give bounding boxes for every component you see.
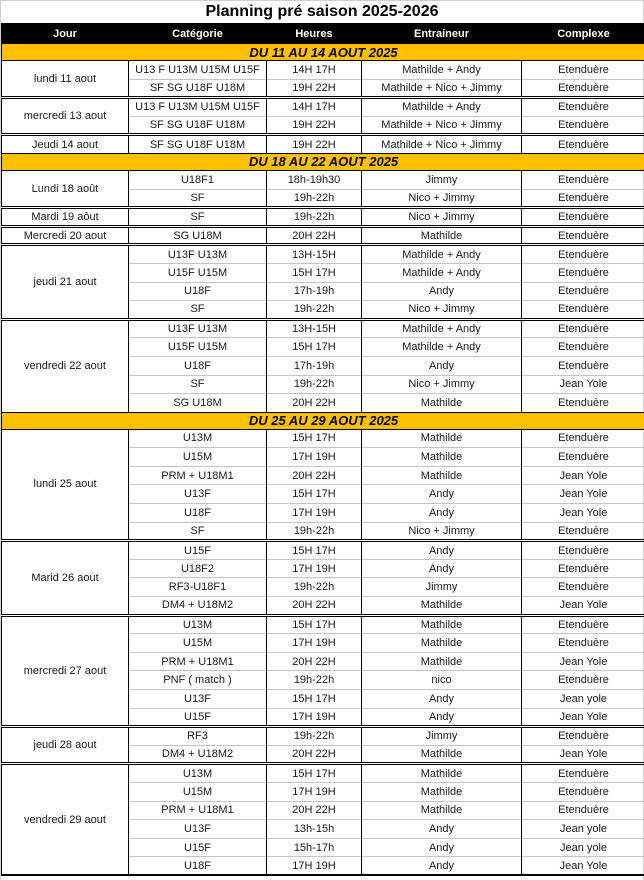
complexe-cell: Etenduère [522,559,644,578]
categorie-cell: U13F U13M [129,245,267,264]
complexe-cell: Jean Yole [522,485,644,504]
entraineur-cell: Mathilde [362,394,522,413]
heures-cell: 19h-22h [267,189,362,208]
heures-cell: 18h-19h30 [267,170,362,189]
table-row [2,135,644,154]
categorie-cell: PRM + U18M1 [129,466,267,485]
heures-cell: 19H 22H [267,116,362,135]
categorie-cell: SF [129,189,267,208]
complexe-cell: Etenduère [522,541,644,560]
entraineur-cell: nico [362,671,522,690]
entraineur-cell: Mathilde [362,634,522,653]
heures-cell: 20H 22H [267,652,362,671]
entraineur-cell: Nico + Jimmy [362,522,522,541]
heures-cell: 20H 22H [267,466,362,485]
day-cell: Jeudi 14 aout [2,135,129,154]
heures-cell: 13h-15h [267,820,362,839]
heures-cell: 17H 19H [267,782,362,801]
complexe-cell: Jean Yole [522,597,644,616]
table-row [2,61,644,80]
entraineur-cell: Andy [362,485,522,504]
complexe-cell: Etenduère [522,634,644,653]
table-row [2,245,644,264]
heures-cell: 19h-22h [267,301,362,320]
page-title: Planning pré saison 2025-2026 [205,3,439,20]
entraineur-cell: Andy [362,282,522,301]
complexe-cell: Etenduère [522,615,644,634]
heures-cell: 17h-19h [267,282,362,301]
categorie-cell: U13 F U13M U15M U15F [129,61,267,80]
day-cell: lundi 25 aout [2,429,129,541]
complexe-cell: Etenduère [522,319,644,338]
complexe-cell: Jean yole [522,838,644,857]
planning-table [1,23,644,876]
entraineur-cell: Mathilde + Nico + Jimmy [362,116,522,135]
complexe-cell: Etenduère [522,226,644,245]
complexe-cell: Etenduère [522,727,644,746]
heures-cell: 17h-19h [267,356,362,375]
entraineur-cell: Mathilde + Andy [362,338,522,357]
table-row [2,727,644,746]
column-header-complexe: Complexe [522,24,644,44]
heures-cell: 15H 17H [267,690,362,709]
complexe-cell: Etenduère [522,282,644,301]
entraineur-cell: Mathilde [362,466,522,485]
categorie-cell: U13M [129,429,267,448]
complexe-cell: Etenduère [522,79,644,98]
heures-cell: 17H 19H [267,559,362,578]
categorie-cell: U13F U13M [129,319,267,338]
heures-cell: 20H 22H [267,597,362,616]
entraineur-cell: Mathilde + Andy [362,263,522,282]
section-banner-row [2,412,644,429]
day-cell: vendredi 29 aout [2,764,129,876]
categorie-cell: RF3 [129,727,267,746]
section-banner: DU 11 AU 14 AOUT 2025 [2,44,644,61]
entraineur-cell: Andy [362,504,522,523]
categorie-cell: DM4 + U18M2 [129,597,267,616]
heures-cell: 15h-17h [267,838,362,857]
categorie-cell: U18F [129,356,267,375]
categorie-cell: U13 F U13M U15M U15F [129,98,267,117]
complexe-cell: Etenduère [522,116,644,135]
categorie-cell: SF SG U18F U18M [129,79,267,98]
entraineur-cell: Mathilde [362,429,522,448]
complexe-cell: Jean Yole [522,745,644,764]
entraineur-cell: Nico + Jimmy [362,208,522,227]
table-row [2,208,644,227]
categorie-cell: U13F [129,690,267,709]
categorie-cell: SG U18M [129,226,267,245]
categorie-cell: PRM + U18M1 [129,652,267,671]
complexe-cell: Etenduère [522,135,644,154]
section-banner: DU 25 AU 29 AOUT 2025 [2,412,644,429]
day-cell: Lundi 18 août [2,170,129,207]
complexe-cell: Etenduère [522,356,644,375]
entraineur-cell: Andy [362,708,522,727]
table-row [2,170,644,189]
categorie-cell: SF [129,522,267,541]
table-row [2,615,644,634]
categorie-cell: U18F [129,504,267,523]
complexe-cell: Jean Yole [522,375,644,394]
complexe-cell: Etenduère [522,764,644,783]
heures-cell: 17H 19H [267,708,362,727]
categorie-cell: SF [129,301,267,320]
categorie-cell: U13M [129,615,267,634]
entraineur-cell: Andy [362,857,522,876]
day-cell: Mardi 19 aôut [2,208,129,227]
entraineur-cell: Jimmy [362,578,522,597]
complexe-cell: Etenduère [522,394,644,413]
heures-cell: 13H-15H [267,319,362,338]
complexe-cell: Jean yole [522,690,644,709]
entraineur-cell: Mathilde + Andy [362,98,522,117]
entraineur-cell: Andy [362,541,522,560]
complexe-cell: Etenduère [522,782,644,801]
categorie-cell: U15M [129,448,267,467]
entraineur-cell: Mathilde + Andy [362,245,522,264]
entraineur-cell: Nico + Jimmy [362,301,522,320]
categorie-cell: U15F U15M [129,263,267,282]
table-row [2,541,644,560]
column-header-entraineur: Entraineur [362,24,522,44]
column-header-jour: Jour [2,24,129,44]
heures-cell: 20H 22H [267,801,362,820]
heures-cell: 15H 17H [267,338,362,357]
day-cell: jeudi 28 aout [2,727,129,764]
complexe-cell: Etenduère [522,61,644,80]
categorie-cell: PRM + U18M1 [129,801,267,820]
complexe-cell: Etenduère [522,263,644,282]
heures-cell: 20H 22H [267,394,362,413]
categorie-cell: RF3-U18F1 [129,578,267,597]
heures-cell: 17H 19H [267,634,362,653]
categorie-cell: U18F1 [129,170,267,189]
entraineur-cell: Andy [362,690,522,709]
heures-cell: 19h-22h [267,522,362,541]
entraineur-cell: Mathilde [362,745,522,764]
day-cell: jeudi 21 aout [2,245,129,319]
heures-cell: 15H 17H [267,764,362,783]
complexe-cell: Jean Yole [522,857,644,876]
entraineur-cell: Andy [362,820,522,839]
categorie-cell: U13M [129,764,267,783]
heures-cell: 19H 22H [267,135,362,154]
heures-cell: 19h-22h [267,375,362,394]
section-banner: DU 18 AU 22 AOUT 2025 [2,153,644,170]
heures-cell: 17H 19H [267,504,362,523]
categorie-cell: U18F [129,857,267,876]
table-row [2,429,644,448]
complexe-cell: Etenduère [522,301,644,320]
complexe-cell: Jean Yole [522,504,644,523]
complexe-cell: Etenduère [522,98,644,117]
heures-cell: 20H 22H [267,226,362,245]
heures-cell: 14H 17H [267,98,362,117]
entraineur-cell: Mathilde [362,226,522,245]
heures-cell: 15H 17H [267,541,362,560]
complexe-cell: Etenduère [522,189,644,208]
complexe-cell: Etenduère [522,170,644,189]
categorie-cell: PNF ( match ) [129,671,267,690]
heures-cell: 13H-15H [267,245,362,264]
complexe-cell: Jean yole [522,820,644,839]
entraineur-cell: Mathilde + Nico + Jimmy [362,79,522,98]
day-cell: mercredi 13 aout [2,98,129,135]
heures-cell: 15H 17H [267,485,362,504]
complexe-cell: Etenduère [522,522,644,541]
heures-cell: 20H 22H [267,745,362,764]
heures-cell: 14H 17H [267,61,362,80]
entraineur-cell: Mathilde [362,764,522,783]
categorie-cell: U15F U15M [129,338,267,357]
entraineur-cell: Andy [362,838,522,857]
entraineur-cell: Mathilde + Nico + Jimmy [362,135,522,154]
categorie-cell: U15F [129,708,267,727]
complexe-cell: Etenduère [522,429,644,448]
categorie-cell: SF [129,208,267,227]
day-cell: vendredi 22 aout [2,319,129,412]
entraineur-cell: Mathilde [362,801,522,820]
complexe-cell: Etenduère [522,578,644,597]
table-row [2,319,644,338]
categorie-cell: SF SG U18F U18M [129,116,267,135]
section-banner-row [2,153,644,170]
entraineur-cell: Jimmy [362,170,522,189]
categorie-cell: SF SG U18F U18M [129,135,267,154]
heures-cell: 19H 22H [267,79,362,98]
day-cell: lundi 11 aout [2,61,129,98]
complexe-cell: Jean Yole [522,708,644,727]
complexe-cell: Jean Yole [522,652,644,671]
day-cell: Marid 26 aout [2,541,129,615]
header-row [2,24,644,44]
categorie-cell: U15F [129,838,267,857]
heures-cell: 17H 19H [267,448,362,467]
heures-cell: 19h-22h [267,671,362,690]
complexe-cell: Etenduère [522,801,644,820]
categorie-cell: SG U18M [129,394,267,413]
categorie-cell: DM4 + U18M2 [129,745,267,764]
complexe-cell: Etenduère [522,671,644,690]
entraineur-cell: Mathilde [362,448,522,467]
day-cell: mercredi 27 aout [2,615,129,727]
entraineur-cell: Mathilde + Andy [362,61,522,80]
entraineur-cell: Andy [362,356,522,375]
table-row [2,764,644,783]
categorie-cell: U15F [129,541,267,560]
categorie-cell: SF [129,375,267,394]
categorie-cell: U13F [129,485,267,504]
section-banner-row [2,44,644,61]
complexe-cell: Etenduère [522,245,644,264]
heures-cell: 15H 17H [267,263,362,282]
categorie-cell: U15M [129,634,267,653]
entraineur-cell: Mathilde [362,597,522,616]
entraineur-cell: Mathilde [362,652,522,671]
entraineur-cell: Andy [362,559,522,578]
categorie-cell: U15M [129,782,267,801]
complexe-cell: Etenduère [522,338,644,357]
categorie-cell: U18F [129,282,267,301]
column-header-categorie: Catégorie [129,24,267,44]
table-row [2,98,644,117]
heures-cell: 19h-22h [267,578,362,597]
heures-cell: 19h-22h [267,208,362,227]
heures-cell: 15H 17H [267,429,362,448]
complexe-cell: Etenduère [522,448,644,467]
entraineur-cell: Mathilde + Andy [362,319,522,338]
heures-cell: 17H 19H [267,857,362,876]
entraineur-cell: Jimmy [362,727,522,746]
entraineur-cell: Nico + Jimmy [362,375,522,394]
complexe-cell: Etenduère [522,208,644,227]
day-cell: Mercredi 20 aout [2,226,129,245]
entraineur-cell: Nico + Jimmy [362,189,522,208]
complexe-cell: Jean Yole [522,466,644,485]
table-row [2,226,644,245]
categorie-cell: U13F [129,820,267,839]
categorie-cell: U18F2 [129,559,267,578]
column-header-heures: Heures [267,24,362,44]
entraineur-cell: Mathilde [362,782,522,801]
heures-cell: 15H 17H [267,615,362,634]
heures-cell: 19h-22h [267,727,362,746]
entraineur-cell: Mathilde [362,615,522,634]
